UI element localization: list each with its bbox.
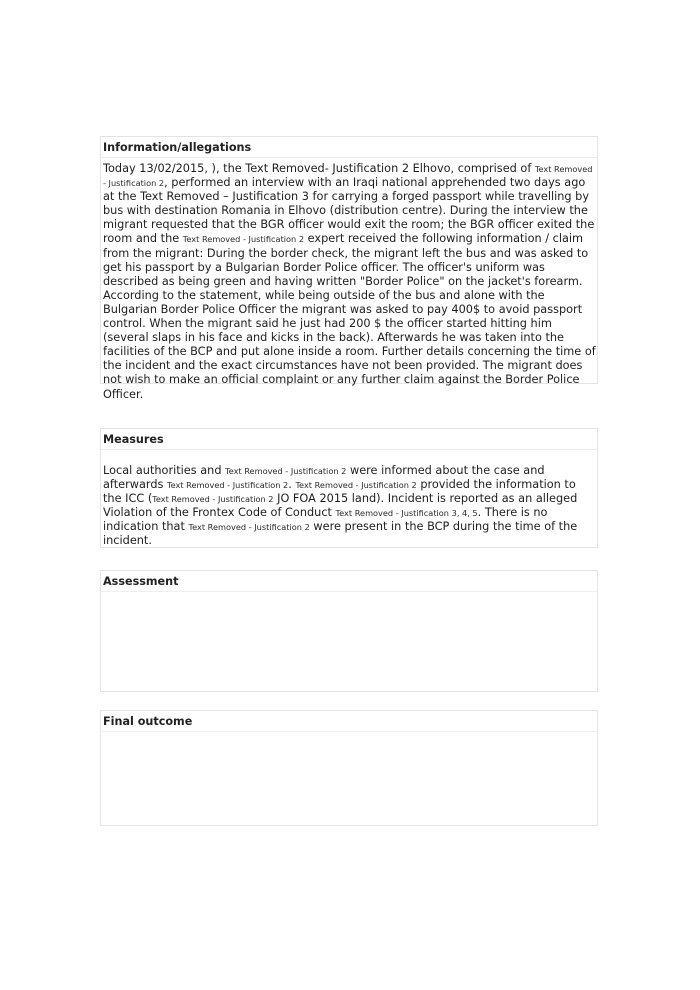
redaction-note: Text Removed - Justification 2 (225, 466, 347, 476)
assessment-title: Assessment (101, 571, 597, 592)
redaction-note: Text Removed - Justification 2 (152, 494, 274, 505)
information-allegations-body (101, 158, 597, 402)
measures-text-1: Local authorities and (103, 464, 226, 477)
info-text-2: , performed an interview with an Iraqi national apprehended two days ago at the Text Removed – Justification 3 for carrying a forged passport while travelling by bus with destination Romania in Elhovo (distribution centre). During the interview the migrant requested that the BGR officer would exit the room; the BGR officer exited the room and the (103, 176, 595, 246)
final-outcome-body (101, 732, 597, 736)
redaction-note: Text Removed - Justification 2 (295, 480, 417, 491)
measures-text-4: provided the information to the ICC ( (103, 478, 576, 506)
info-text-1: Today 13/02/2015, ), the Text Removed- Justification 2 Elhovo, comprised of (103, 162, 535, 175)
measures-text-3: . (288, 478, 296, 492)
final-outcome-title: Final outcome (101, 711, 597, 732)
measures-text-2: were informed about the case and afterwards (103, 464, 545, 492)
measures-section (100, 428, 598, 548)
assessment-section (100, 570, 598, 692)
information-allegations-section (100, 136, 598, 401)
redaction-note: Text Removed - Justification 2 (166, 480, 289, 491)
measures-text-7: were present in the BCP during the time of the incident. (103, 520, 578, 548)
measures-text-5: JO FOA 2015 land). Incident is reported as an alleged Violation of the Frontex Code of Conduct (103, 492, 578, 520)
redaction-note: Text Removed - Justification 2 (103, 164, 593, 189)
measures-title: Measures (101, 429, 597, 450)
info-text-3: expert received the following information / claim from the migrant: During the border check, the migrant left the bus and was asked to get his passport by a Bulgarian Border Police officer. The officer's uniform was described as being green and having written "Border Police" on the jacket's forearm. According to the statement, while being outside of the bus and alone with the Bulgarian Border Police Officer the migrant was asked to pay 400$ to avoid passport control. When the migrant said he just had 200 $ the officer started hitting him (several slaps in his face and kicks in the back). Afterwards he was taken into the facilities of the BCP and put alone inside a room. Further details concerning the time of the incident and the exact circumstances have not been provided. The migrant does not wish to make an official complaint or any further claim against the Border Police Officer. (103, 232, 596, 401)
information-allegations-title: Information/allegations (101, 137, 597, 158)
measures-text-6: . There is no indication that (103, 506, 548, 534)
final-outcome-section (100, 710, 598, 826)
redaction-note: Text Removed - Justification 3, 4, 5 (335, 508, 478, 519)
measures-body (101, 450, 597, 549)
assessment-body (101, 592, 597, 596)
redaction-note: Text Removed - Justification 2 (182, 234, 305, 245)
redaction-note: Text Removed - Justification 2 (188, 522, 310, 533)
